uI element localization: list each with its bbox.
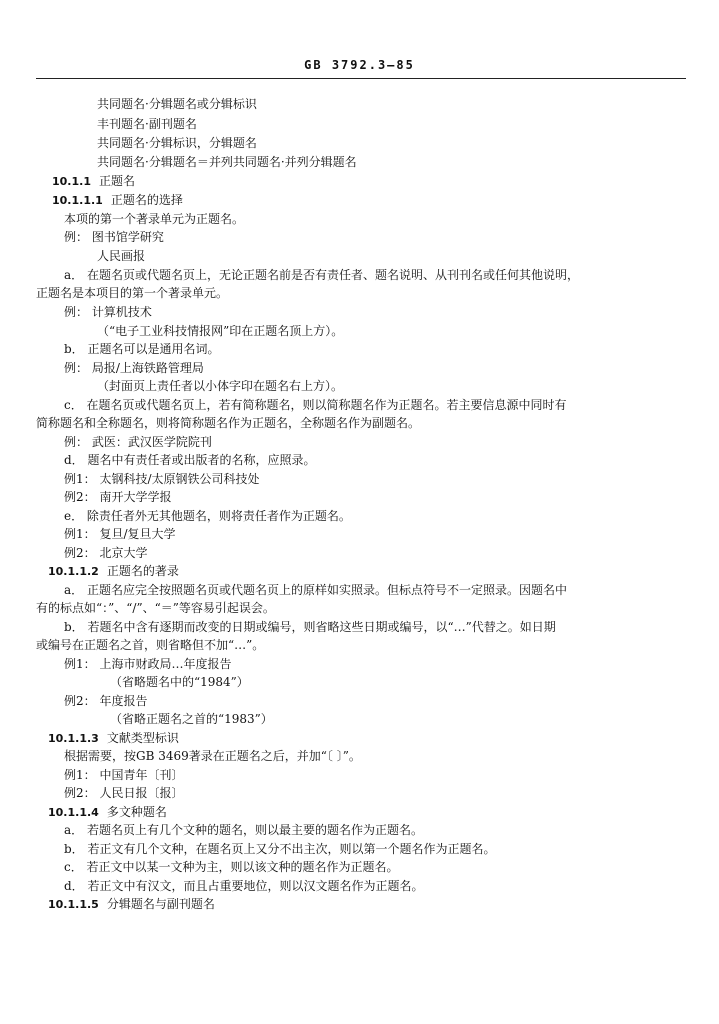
text-line: e． 除责任者外无其他题名，则将责任者作为正题名。 (64, 509, 351, 523)
header-rule (36, 78, 686, 79)
example-line: 例2： 南开大学学报 (64, 490, 172, 504)
section-title: 正题名 (98, 174, 135, 188)
section-heading (48, 897, 215, 912)
text-line: 本项的第一个著录单元为正题名。 (64, 212, 245, 226)
text-line: 正题名是本项目的第一个著录单元。 (36, 286, 229, 300)
text-line: a． 正题名应完全按照题名页或代题名页上的原样如实照录。但标点符号不一定照录。因题名中 (64, 583, 567, 597)
section-number: 10.1.1.2 (48, 565, 99, 578)
text-line: 丰刊题名·副刊题名 (97, 117, 197, 131)
section-heading (48, 731, 179, 746)
note-line: （封面页上责任者以小体字印在题名右上方）。 (97, 379, 344, 393)
standard-code-header: GB 3792.3—85 (304, 58, 415, 72)
text-line: 共同题名·分辑题名＝并列共同题名·并列分辑题名 (97, 155, 357, 169)
example-line: 例： 图书馆学研究 (64, 230, 164, 244)
note-line: （省略题名中的“1984”） (110, 675, 249, 689)
section-title: 文献类型标识 (106, 731, 179, 745)
text-line: b． 正题名可以是通用名词。 (64, 342, 220, 356)
example-line: 例1： 太钢科技/太原钢铁公司科技处 (64, 472, 260, 486)
text-line: c． 在题名页或代题名页上，若有简称题名，则以简称题名作为正题名。若主要信息源中同时有 (64, 398, 567, 412)
text-line: b． 若题名中含有逐期而改变的日期或编号，则省略这些日期或编号，以“…”代替之。如日期 (64, 620, 556, 634)
section-title: 多文种题名 (106, 805, 167, 819)
example-line: 人民画报 (97, 249, 146, 263)
section-heading (52, 174, 135, 189)
note-line: （“电子工业科技情报网”印在正题名顶上方）。 (97, 324, 344, 338)
text-line: a． 若题名页上有几个文种的题名，则以最主要的题名作为正题名。 (64, 823, 423, 837)
example-line: 例： 武医：武汉医学院院刊 (64, 435, 212, 449)
text-line: 有的标点如“：”、“/”、“＝”等容易引起误会。 (36, 601, 275, 615)
section-number: 10.1.1 (52, 175, 91, 188)
section-number: 10.1.1.5 (48, 898, 99, 911)
section-heading (48, 805, 167, 820)
example-line: 例： 计算机技术 (64, 305, 152, 319)
example-line: 例2： 北京大学 (64, 546, 148, 560)
section-title: 分辑题名与副刊题名 (106, 897, 215, 911)
section-heading (52, 193, 183, 208)
text-line: b． 若正文有几个文种，在题名页上又分不出主次，则以第一个题名作为正题名。 (64, 842, 496, 856)
example-line: 例1： 复旦/复旦大学 (64, 527, 176, 541)
example-line: 例2： 年度报告 (64, 694, 148, 708)
section-title: 正题名的著录 (106, 564, 179, 578)
text-line: d． 题名中有责任者或出版者的名称，应照录。 (64, 453, 316, 467)
section-title: 正题名的选择 (110, 193, 183, 207)
note-line: （省略正题名之首的“1983”） (110, 712, 273, 726)
section-number: 10.1.1.1 (52, 194, 103, 207)
example-line: 例1： 中国青年〔刊〕 (64, 768, 184, 782)
text-line: 或编号在正题名之首，则省略但不加“…”。 (36, 638, 265, 652)
text-line: c． 若正文中以某一文种为主，则以该文种的题名作为正题名。 (64, 860, 399, 874)
text-line: 共同题名·分辑标识，分辑题名 (97, 136, 257, 150)
text-line: 简称题名和全称题名，则将简称题名作为正题名，全称题名作为副题名。 (36, 416, 421, 430)
example-line: 例： 局报/上海铁路管理局 (64, 361, 204, 375)
text-line: d． 若正文中有汉文，而且占重要地位，则以汉文题名作为正题名。 (64, 879, 424, 893)
section-number: 10.1.1.3 (48, 732, 99, 745)
text-line: 根据需要，按GB 3469著录在正题名之后，并加“〔 〕”。 (64, 749, 361, 763)
text-line: 共同题名·分辑题名或分辑标识 (97, 97, 257, 111)
example-line: 例2： 人民日报〔报〕 (64, 786, 184, 800)
section-number: 10.1.1.4 (48, 806, 99, 819)
example-line: 例1： 上海市财政局…年度报告 (64, 657, 232, 671)
text-line: a． 在题名页或代题名页上，无论正题名前是否有责任者、题名说明、从刊刊名或任何其他说明， (64, 268, 579, 282)
section-heading (48, 564, 179, 579)
